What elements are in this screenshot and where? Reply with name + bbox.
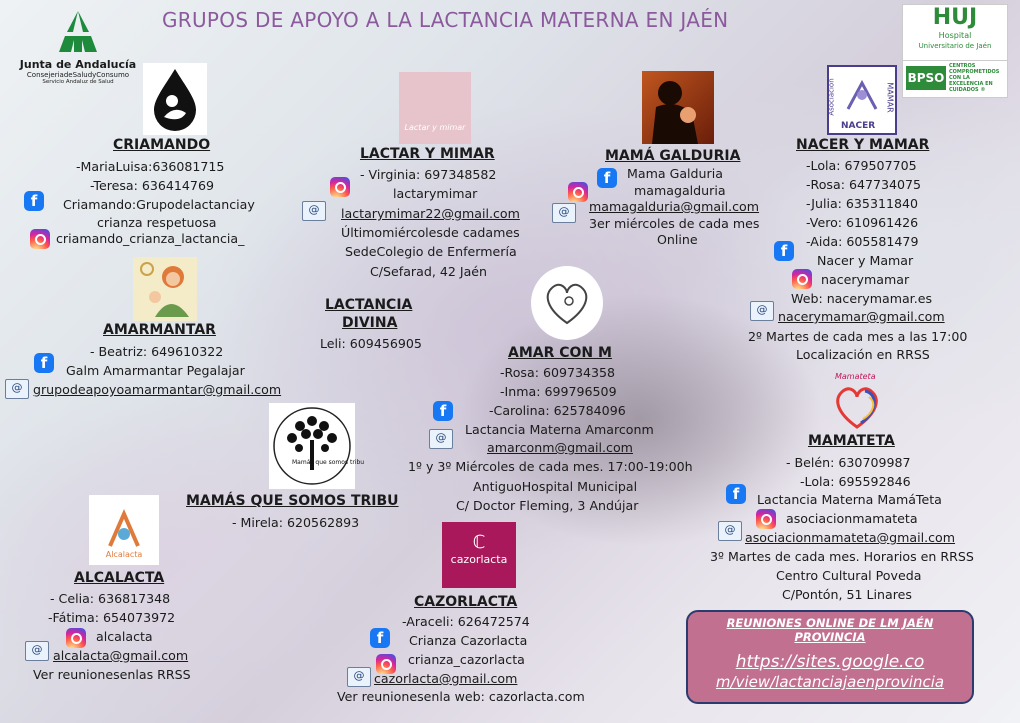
facebook-icon [597,168,617,188]
mamateta-title: MAMATETA [808,433,895,449]
amarmantar-fb-label: Galm Amarmantar Pegalajar [66,363,245,378]
criamando-fb-label-2: crianza respetuosa [97,215,217,230]
junta-line1: ConsejeriadeSaludyConsumo [26,71,130,79]
amarconm-fb-label: Lactancia Materna Amarconm [465,422,654,437]
amarconm-phone-2: -Inma: 699796509 [500,384,617,399]
nacer-fb-label: Nacer y Mamar [817,253,914,268]
nacer-email[interactable]: nacerymamar@gmail.com [778,309,945,324]
criamando-ig-label: criamando_crianza_lactancia_ [56,231,245,246]
mamateta-mail[interactable] [718,520,746,541]
alcalacta-logo [89,495,159,565]
galduria-ig-label: mamagalduria [634,183,726,198]
bpso-brand: BPSO [906,66,946,90]
nacer-phone-3: -Julia: 635311840 [806,196,919,211]
page-title: GRUPOS DE APOYO A LA LACTANCIA MATERNA EN JAÉN [162,8,729,32]
criamando-title: CRIAMANDO [113,137,211,153]
mother-child-drawing-icon [133,257,197,321]
mamateta-venue: Centro Cultural Poveda [776,568,922,583]
mother-silhouette-icon [642,71,714,144]
alcalacta-meetings: Ver reunionesenlas RRSS [33,667,191,682]
nacer-ig-label: nacerymamar [821,272,910,287]
alcalacta-phone-1: - Celia: 636817348 [50,591,171,606]
mail-icon [25,641,49,661]
instagram-icon [30,229,50,249]
lactar-title: LACTAR Y MIMAR [360,146,495,162]
tree-icon [272,406,365,486]
cazorlacta-logo [442,522,516,588]
cazorlacta-meetings: Ver reunionesenla web: cazorlacta.com [337,689,585,704]
heart-mother-icon [537,273,597,333]
criamando-phone-1: -MariaLuisa:636081715 [76,159,225,174]
mail-icon [552,203,576,223]
junta-emblem-icon [55,8,101,54]
tribu-title: MAMÁS QUE SOMOS TRIBU [186,493,399,509]
hospital-line2: Universitario de Jaén [918,42,992,50]
rainbow-heart-icon [827,377,887,435]
hospital-logo [902,4,1008,62]
nacer-logo-c: MAMAR [885,82,895,113]
online-title-1: REUNIONES ONLINE DE LM JAÉN [726,616,934,630]
instagram-icon [330,177,350,197]
cazorlacta-logo-text: cazorlacta [450,553,508,566]
cazorlacta-mail[interactable] [347,666,375,687]
facebook-icon [433,401,453,421]
mail-icon [429,429,453,449]
nacer-figure-icon [842,75,882,115]
galduria-title: MAMÁ GALDURIA [605,148,741,164]
criamando-instagram[interactable] [30,228,54,249]
amarconm-mail[interactable] [429,428,457,449]
lactar-ig-label: lactarymimar [393,186,478,201]
galduria-mail[interactable] [552,202,580,223]
mail-icon [347,667,371,687]
amarconm-title: AMAR CON M [508,345,612,361]
facebook-icon [726,484,746,504]
nacer-instagram[interactable] [792,268,816,289]
cazorlacta-ig-label: crianza_cazorlacta [408,652,525,667]
criamando-phone-2: -Teresa: 636414769 [90,178,214,193]
alcalacta-phone-2: -Fátima: 654073972 [48,610,176,625]
galduria-logo [642,71,714,144]
amarconm-schedule: 1º y 3º Miércoles de cada mes. 17:00-19:00h [408,459,693,474]
amarconm-facebook[interactable] [433,400,457,421]
online-meetings-box [686,610,974,704]
nacer-schedule: 2º Martes de cada mes a las 17:00 [748,329,968,344]
tribu-phone: - Mirela: 620562893 [232,515,360,530]
lactar-email[interactable]: lactarymimar22@gmail.com [341,206,520,221]
tribu-logo [269,403,365,489]
alcalacta-a-icon [104,510,144,550]
mail-icon [750,301,774,321]
nacer-phone-1: -Lola: 679507705 [806,158,917,173]
nacer-phone-4: -Vero: 610961426 [806,215,919,230]
lactar-phone: - Virginia: 697348582 [360,167,497,182]
lactar-schedule: Últimomiércolesde cadames [341,225,520,240]
hospital-line1: Hospital [938,31,972,40]
alcalacta-title: ALCALACTA [74,570,165,586]
cazorlacta-fb-label: Crianza Cazorlacta [409,633,528,648]
cazorlacta-email[interactable]: cazorlacta@gmail.com [374,671,518,686]
lactar-address: C/Sefarad, 42 Jaén [370,264,488,279]
alcalacta-ig-label: alcalacta [96,629,153,644]
lactar-venue: SedeColegio de Enfermería [345,244,517,259]
amarconm-email[interactable]: amarconm@gmail.com [487,440,633,455]
galduria-fb-label: Mama Galduria [627,166,723,181]
galduria-mode: Online [657,232,698,247]
facebook-icon [34,353,54,373]
criamando-facebook[interactable] [24,190,48,211]
galduria-schedule: 3er miércoles de cada mes [589,216,760,231]
junta-logo [8,6,148,96]
lactar-logo-text: Lactar y mimar [404,122,466,132]
instagram-icon [792,269,812,289]
nacer-phone-5: -Aida: 605581479 [806,234,919,249]
nacer-facebook[interactable] [774,240,798,261]
instagram-icon [756,509,776,529]
amarmantar-title: AMARMANTAR [103,322,216,338]
mail-icon [302,201,326,221]
nacer-phone-2: -Rosa: 647734075 [806,177,922,192]
amarmantar-mail[interactable] [5,378,33,399]
cazorlacta-phone: -Araceli: 626472574 [402,614,530,629]
galduria-facebook[interactable] [597,167,621,188]
instagram-icon [568,182,588,202]
divina-title-1: LACTANCIA [325,297,413,313]
divina-title-2: DIVINA [342,315,398,331]
facebook-icon [774,241,794,261]
mamateta-ig-label: asociacionmamateta [786,511,918,526]
nacer-logo [827,65,897,135]
mamateta-address: C/Pontón, 51 Linares [782,587,912,602]
amarmantar-facebook[interactable] [34,352,58,373]
amarmantar-phone: - Beatriz: 649610322 [90,344,224,359]
amarmantar-logo [133,257,197,321]
amarconm-address: C/ Doctor Fleming, 3 Andújar [456,498,639,513]
nacer-web[interactable]: Web: nacerymamar.es [791,291,933,306]
divina-phone: Leli: 609456905 [320,336,422,351]
mamateta-logo-text: Mamateta [835,372,876,381]
mamateta-schedule: 3º Martes de cada mes. Horarios en RRSS [710,549,974,564]
cazorlacta-title: CAZORLACTA [414,594,518,610]
mamateta-instagram[interactable] [756,508,780,529]
facebook-icon [370,628,390,648]
amarconm-venue: AntiguoHospital Municipal [473,479,638,494]
lactar-logo [399,72,471,144]
online-link-1[interactable]: https://sites.google.co [735,652,925,672]
amarconm-logo [531,266,603,340]
alcalacta-logo-text: Alcalacta [105,550,143,559]
junta-name: Junta de Andalucía [19,58,137,71]
mamateta-logo [827,372,887,436]
nacer-logo-b: NACER [841,121,876,131]
junta-line2: Servicio Andaluz de Salud [42,79,114,85]
alcalacta-email[interactable]: alcalacta@gmail.com [53,648,189,663]
amarconm-phone-3: -Carolina: 625784096 [489,403,626,418]
alcalacta-mail[interactable] [25,640,53,661]
bpso-logo [902,60,1008,98]
criamando-fb-label: Criamando:Grupodelactanciay [63,197,255,212]
galduria-email[interactable]: mamagalduria@gmail.com [589,199,760,214]
nacer-logo-a: Asociación [827,78,836,116]
alcalacta-instagram[interactable] [66,627,90,648]
bpso-text: CENTROS COMPROMETIDOS CON LA EXCELENCIA EN CUIDADOS ® [949,63,1000,93]
instagram-icon [66,628,86,648]
tribu-logo-text: Mamás que somos tribu [292,459,365,466]
amarmantar-email[interactable]: grupodeapoyoamarmantar@gmail.com [33,382,282,397]
cazorlacta-logo-icon: ℂ [472,532,486,553]
criamando-logo [143,63,207,135]
facebook-icon [24,191,44,211]
mamateta-fb-label: Lactancia Materna MamáTeta [757,492,942,507]
cazorlacta-facebook[interactable] [370,627,394,648]
amarconm-phone-1: -Rosa: 609734358 [500,365,616,380]
mamateta-facebook[interactable] [726,483,750,504]
mamateta-phone-2: -Lola: 695592846 [800,474,911,489]
mamateta-phone-1: - Belén: 630709987 [786,455,911,470]
nacer-location: Localización en RRSS [796,347,930,362]
online-link-2[interactable]: m/view/lactanciajaenprovincia [715,673,945,691]
lactar-instagram[interactable] [330,176,354,197]
online-title-2: PROVINCIA [794,630,866,644]
mail-icon [5,379,29,399]
nacer-mail[interactable] [750,300,778,321]
hospital-brand: HUJ [932,5,978,30]
lactar-mail[interactable] [302,200,330,221]
mamateta-email[interactable]: asociacionmamateta@gmail.com [745,530,956,545]
mail-icon [718,521,742,541]
breastfeeding-drop-icon [150,67,200,131]
nacer-title: NACER Y MAMAR [796,137,930,153]
